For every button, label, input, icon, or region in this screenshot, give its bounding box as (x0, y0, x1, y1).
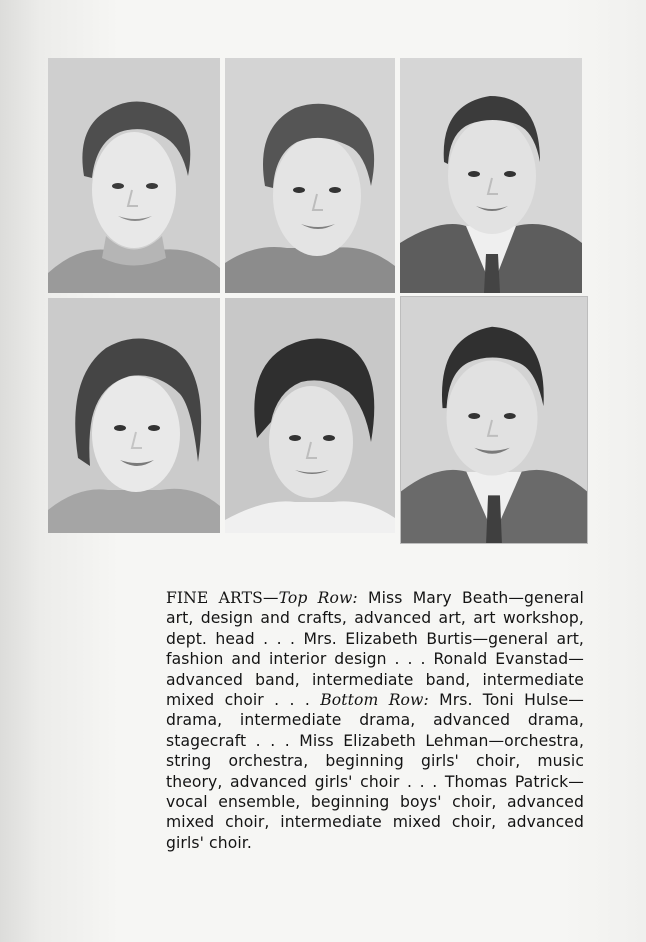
portrait-woman-3 (48, 298, 220, 533)
portrait-man-2 (401, 297, 587, 543)
portrait-woman-1 (48, 58, 220, 293)
photo-top-middle (225, 58, 395, 293)
portrait-woman-4 (225, 298, 395, 533)
photo-top-left (48, 58, 220, 293)
top-row-text: Miss Mary Beath—general art, design and crafts, advanced art, art workshop, dept. head . . . Mrs. Elizabeth Burtis—general art, fashion and interior design . . . Ronald Evanstad—advanced band, intermediate band, intermediate mixed choir . . . (166, 589, 584, 710)
portrait-man-1 (400, 58, 582, 293)
department-heading: FINE ARTS (166, 589, 263, 607)
faculty-caption: FINE ARTS—Top Row: Miss Mary Beath—general art, design and crafts, advanced art, art workshop, dept. head . . . Mrs. Elizabeth Burtis—general art, fashion and interior design . . . Ronald Evanstad—advanced band, intermediate band, intermediate mixed choir . . . Bottom Row: Mrs. Toni Hulse—drama, intermediate drama, advanced drama, stagecraft . . . Miss Elizabeth Lehman—orchestra, string orchestra, beginning girls' choir, music theory, advanced girls' choir . . . Thomas Patrick—vocal ensemble, beginning boys' choir, advanced mixed choir, intermediate mixed choir, advanced girls' choir. (166, 589, 585, 852)
bottom-row-label: Bottom Row: (320, 691, 429, 710)
photo-bottom-left (48, 298, 220, 533)
photo-bottom-right (400, 296, 588, 544)
photo-bottom-middle (225, 298, 395, 533)
portrait-woman-2 (225, 58, 395, 293)
bottom-row-text: Mrs. Toni Hulse—drama, intermediate drama, advanced drama, stagecraft . . . Miss Elizabeth Lehman—orchestra, string orchestra, beginning girls' choir, music theory, advanced girls' choir . . . Thomas Patrick—vocal ensemble, beginning boys' choir, advanced mixed choir, intermediate mixed choir, advanced girls' choir. (166, 691, 585, 852)
photo-top-right (400, 58, 582, 293)
top-row-label: Top Row: (278, 589, 358, 607)
